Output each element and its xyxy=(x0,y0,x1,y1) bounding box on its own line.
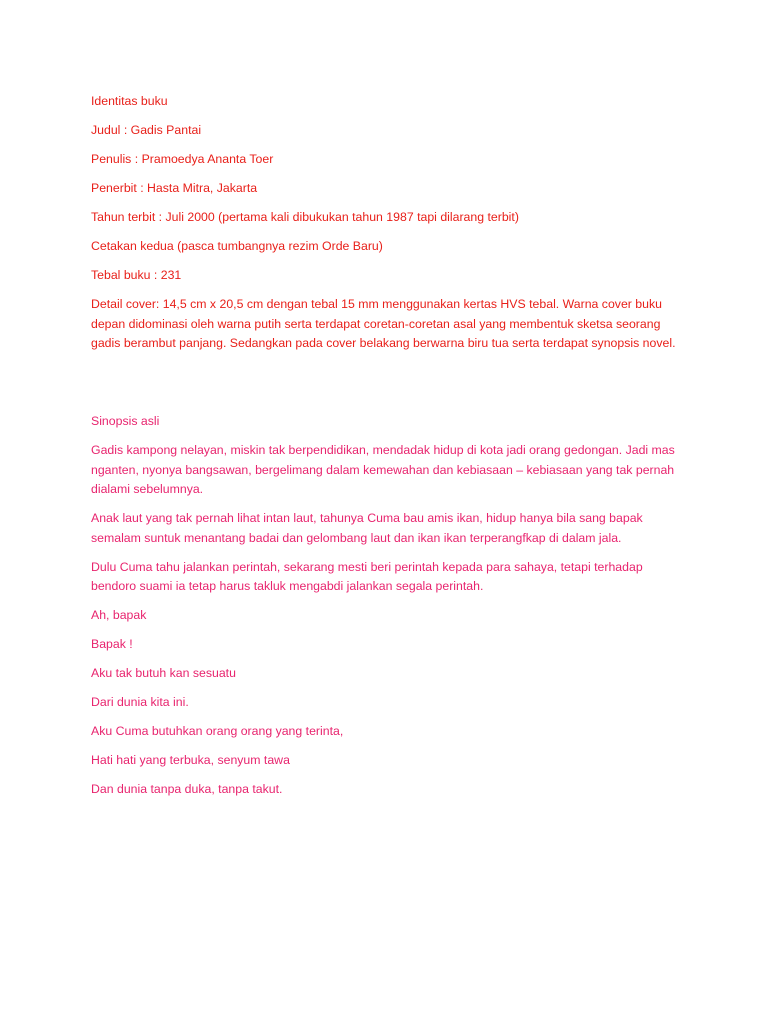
synopsis-paragraph: Anak laut yang tak pernah lihat intan laut, tahunya Cuma bau amis ikan, hidup hanya bila sang bapak semalam suntuk menantang badai dan gelombang laut dan ikan ikan terperangfkap di dalam jala. xyxy=(91,511,643,545)
poem-line: Bapak ! xyxy=(91,637,133,651)
poem-line: Ah, bapak xyxy=(91,608,147,622)
poem-line: Aku tak butuh kan sesuatu xyxy=(91,666,236,680)
cover-detail-paragraph: Detail cover: 14,5 cm x 20,5 cm dengan tebal 15 mm menggunakan kertas HVS tebal. Warna cover buku depan didominasi oleh warna putih serta terdapat coretan-coretan asal yang membentuk sketsa seorang gadis berambut panjang. Sedangkan pada cover belakang berwarna biru tua serta terdapat synopsis novel. xyxy=(91,297,676,350)
poem-line: Aku Cuma butuhkan orang orang yang terinta, xyxy=(91,724,344,738)
synopsis-paragraph: Gadis kampong nelayan, miskin tak berpendidikan, mendadak hidup di kota jadi orang gedongan. Jadi mas nganten, nyonya bangsawan, bergelimang dalam kemewahan dan kebiasaan – kebiasaan yang tak pernah dialami sebelumnya. xyxy=(91,443,675,496)
identity-heading: Identitas buku xyxy=(91,94,168,108)
edition-line: Cetakan kedua (pasca tumbangnya rezim Orde Baru) xyxy=(91,239,383,253)
synopsis-heading: Sinopsis asli xyxy=(91,414,160,428)
book-title-line: Judul : Gadis Pantai xyxy=(91,123,202,137)
page-count-line: Tebal buku : 231 xyxy=(91,268,182,282)
document-content xyxy=(91,92,691,809)
poem-line: Hati hati yang terbuka, senyum tawa xyxy=(91,753,290,767)
author-line: Penulis : Pramoedya Ananta Toer xyxy=(91,152,274,166)
poem-line: Dari dunia kita ini. xyxy=(91,695,189,709)
publish-year-line: Tahun terbit : Juli 2000 (pertama kali dibukukan tahun 1987 tapi dilarang terbit) xyxy=(91,210,519,224)
section-gap xyxy=(91,363,691,412)
synopsis-paragraph: Dulu Cuma tahu jalankan perintah, sekarang mesti beri perintah kepada para sahaya, tetapi terhadap bendoro suami ia tetap harus takluk mengabdi jalankan segala perintah. xyxy=(91,559,643,593)
poem-line: Dan dunia tanpa duka, tanpa takut. xyxy=(91,782,283,796)
publisher-line: Penerbit : Hasta Mitra, Jakarta xyxy=(91,181,258,195)
